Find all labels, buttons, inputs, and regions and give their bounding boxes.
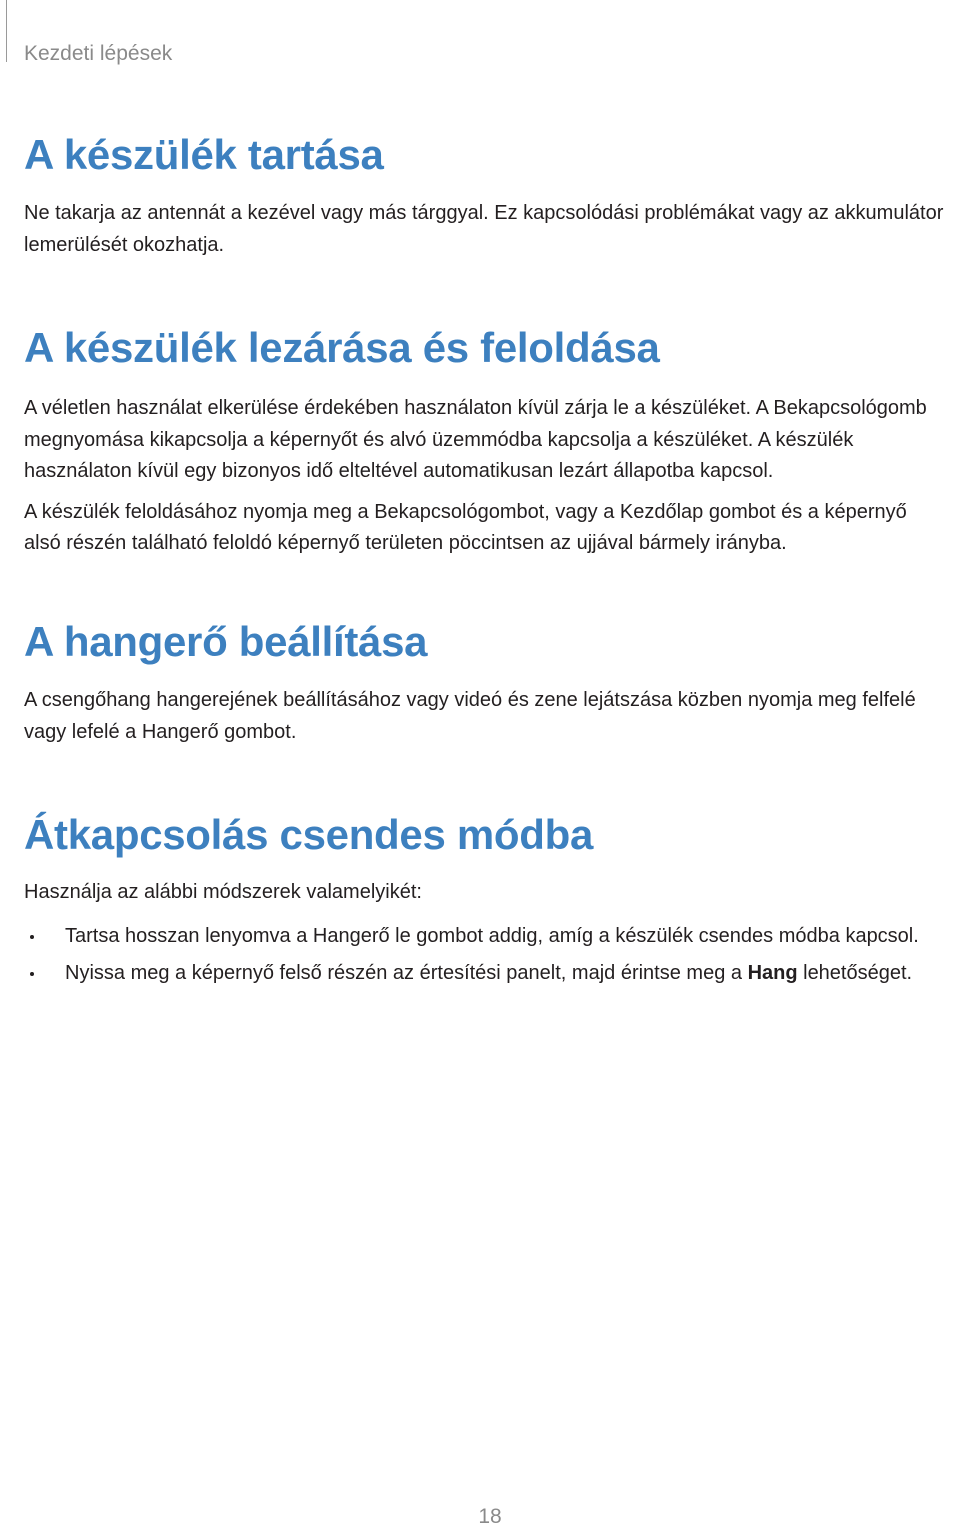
section-heading: Átkapcsolás csendes módba xyxy=(24,811,594,858)
section-paragraph: A véletlen használat elkerülése érdekében használaton kívül zárja le a készüléket. A Bekapcsológomb megnyomása kikapcsolja a képernyőt és alvó üzemmódba kapcsolja a készüléket. A készülék használaton kívül egy bizonyos idő elteltével automatikusan lezárt állapotba kapcsol. xyxy=(24,397,927,482)
page-number: 18 xyxy=(478,1505,502,1528)
section-paragraph: Ne takarja az antennát a kezével vagy más tárggyal. Ez kapcsolódási problémákat vagy az akkumulátor lemerülését okozhatja. xyxy=(24,202,944,256)
section-heading: A hangerő beállítása xyxy=(24,618,428,665)
list-item-text-before: Nyissa meg a képernyő felső részén az értesítési panelt, majd érintse meg a xyxy=(65,962,748,984)
list-item-text: Tartsa hosszan lenyomva a Hangerő le gombot addig, amíg a készülék csendes módba kapcsol. xyxy=(65,924,919,947)
section-holding-device xyxy=(24,130,944,261)
running-header: Kezdeti lépések xyxy=(24,42,173,65)
section-lock-unlock xyxy=(24,323,944,560)
section-heading: A készülék lezárása és feloldása xyxy=(24,324,660,371)
section-paragraph: Használja az alábbi módszerek valamelyikét: xyxy=(24,881,422,903)
bullet-list xyxy=(24,921,944,990)
section-paragraph: A készülék feloldásához nyomja meg a Bekapcsológombot, vagy a Kezdőlap gombot és a képernyő alsó részén található feloldó képernyő területen pöccintsen az ujjával bármely irányba. xyxy=(24,500,907,554)
section-paragraph: A csengőhang hangerejének beállításához vagy videó és zene lejátszása közben nyomja meg felfelé vagy lefelé a Hangerő gombot. xyxy=(24,689,916,743)
list-item xyxy=(24,921,944,953)
list-item-bold-term: Hang xyxy=(747,962,798,984)
list-item xyxy=(24,958,944,990)
section-heading: A készülék tartása xyxy=(24,131,384,178)
bullet-icon xyxy=(30,972,34,976)
bullet-icon xyxy=(30,935,34,939)
list-item-text-after: lehetőséget. xyxy=(797,962,913,984)
margin-rule xyxy=(6,0,7,62)
section-silent-mode xyxy=(24,810,944,996)
section-volume xyxy=(24,617,944,748)
